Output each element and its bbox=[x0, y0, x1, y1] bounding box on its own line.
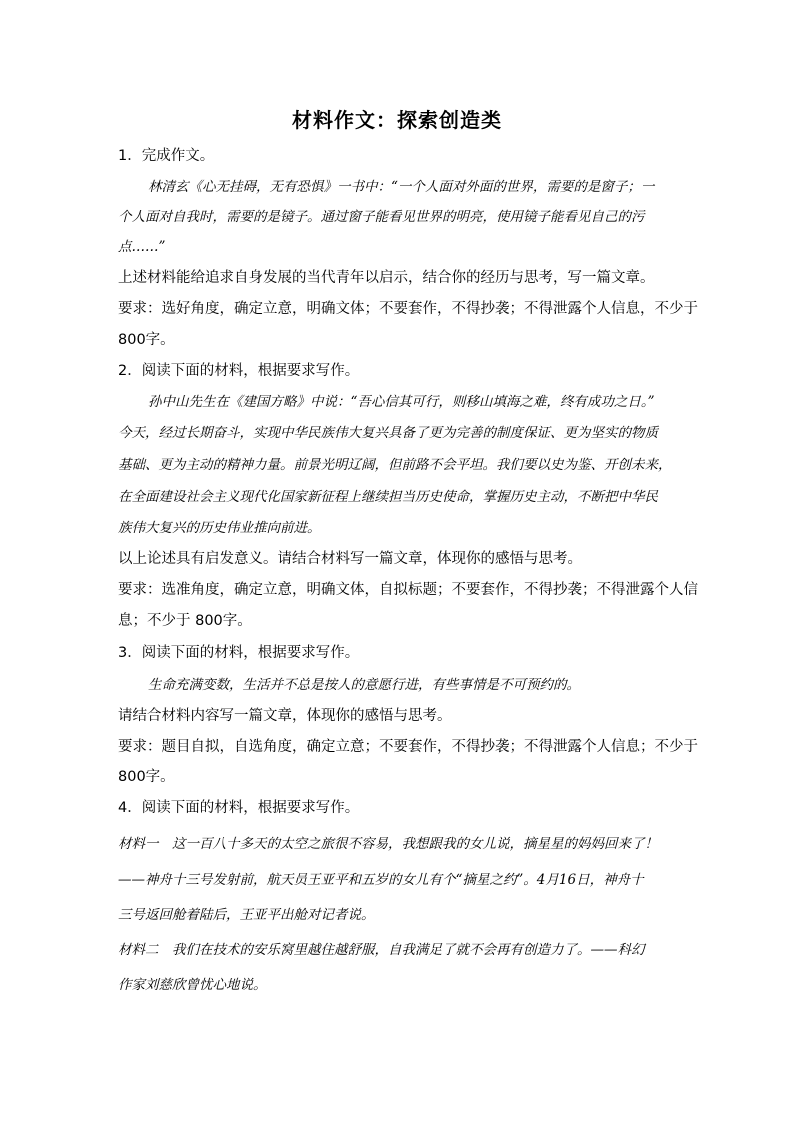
q4-heading: 4．阅读下面的材料，根据要求写作。 bbox=[118, 800, 360, 816]
q2-prompt: 以上论述具有启发意义。请结合材料写一篇文章，体现你的感悟与思考。 bbox=[118, 551, 582, 567]
q3-heading: 3．阅读下面的材料，根据要求写作。 bbox=[118, 645, 360, 661]
q2-requirement-line: 要求：选准角度，确定立意，明确文体，自拟标题；不要套作，不得抄袭；不得泄露个人信 bbox=[118, 582, 698, 598]
q4-material-line: 作家刘慈欣曾忧心地说。 bbox=[118, 977, 267, 993]
q3-material-line: 生命充满变数，生活并不总是按人的意愿行进，有些事情是不可预约的。 bbox=[148, 677, 580, 693]
q1-requirement-line: 要求：选好角度，确定立意，明确文体；不要套作，不得抄袭；不得泄露个人信息，不少于 bbox=[118, 301, 698, 317]
q4-material-line: 三号返回舱着陆后，王亚平出舱对记者说。 bbox=[118, 907, 375, 923]
q1-heading: 1．完成作文。 bbox=[118, 148, 215, 164]
q3-prompt: 请结合材料内容写一篇文章，体现你的感悟与思考。 bbox=[118, 708, 452, 724]
q2-heading: 2．阅读下面的材料，根据要求写作。 bbox=[118, 363, 360, 379]
q4-material-line: 材料一 这一百八十多天的太空之旅很不容易，我想跟我的女儿说，摘星星的妈妈回来了！ bbox=[118, 836, 658, 852]
q2-material-line: 今天，经过长期奋斗，实现中华民族伟大复兴具备了更为完善的制度保证、更为坚实的物质 bbox=[118, 425, 658, 441]
q1-prompt: 上述材料能给追求自身发展的当代青年以启示，结合你的经历与思考，写一篇文章。 bbox=[118, 270, 655, 286]
q2-requirement-line: 息；不少于 800字。 bbox=[118, 613, 252, 629]
q1-material-line: 点……” bbox=[118, 239, 166, 255]
q4-material-line: 材料二 我们在技术的安乐窝里越住越舒服，自我满足了就不会再有创造力了。——科幻 bbox=[118, 942, 645, 958]
q2-material-line: 族伟大复兴的历史伟业推向前进。 bbox=[118, 520, 321, 536]
q1-material-line: 林清玄《心无挂碍，无有恐惧》一书中：“一个人面对外面的世界，需要的是窗子；一 bbox=[148, 179, 655, 195]
q2-material-line: 在全面建设社会主义现代化国家新征程上继续担当历史使命，掌握历史主动，不断把中华民 bbox=[118, 489, 658, 505]
q3-requirement-line: 800字。 bbox=[118, 769, 175, 785]
q2-material-line: 基础、更为主动的精神力量。前景光明辽阔，但前路不会平坦。我们要以史为鉴、开创未来， bbox=[118, 457, 672, 473]
q3-requirement-line: 要求：题目自拟，自选角度，确定立意；不要套作，不得抄袭；不得泄露个人信息；不少于 bbox=[118, 739, 698, 755]
q2-material-line: 孙中山先生在《建国方略》中说：“吾心信其可行，则移山填海之难，终有成功之日。” bbox=[148, 394, 655, 410]
q4-material-line: ——神舟十三号发射前，航天员王亚平和五岁的女儿有个“摘星之约”。4月16日，神舟十 bbox=[118, 872, 644, 888]
q1-requirement-line: 800字。 bbox=[118, 332, 175, 348]
q1-material-line: 个人面对自我时，需要的是镜子。通过窗子能看见世界的明亮，使用镜子能看见自己的污 bbox=[118, 209, 645, 225]
page-title: 材料作文：探索创造类 bbox=[292, 108, 502, 132]
